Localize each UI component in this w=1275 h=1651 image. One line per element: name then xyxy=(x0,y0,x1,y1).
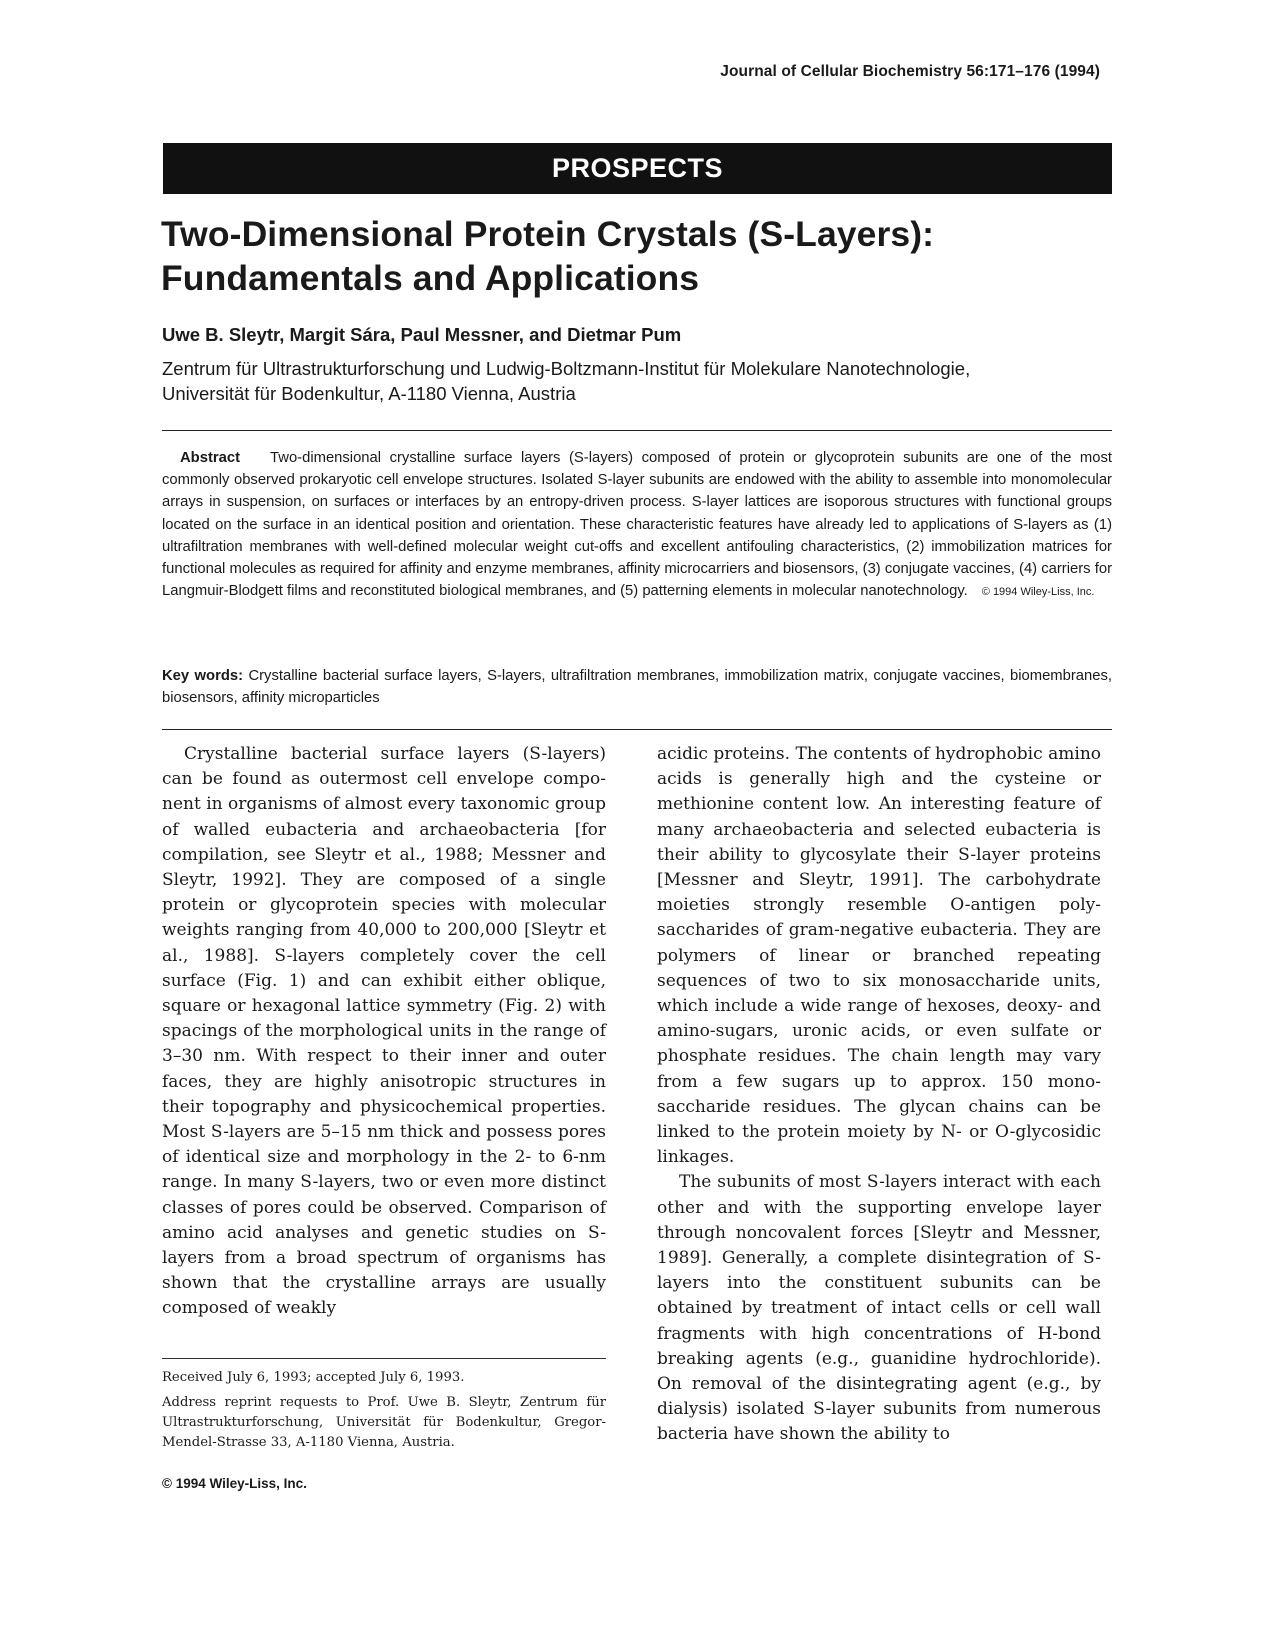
body-column-right xyxy=(657,742,1101,1448)
author-list: Uwe B. Sleytr, Margit Sára, Paul Messner, and Dietmar Pum xyxy=(162,324,682,345)
body-paragraph-continued: acidic proteins. The contents of hydrophobic amino acids is generally high and the cysteine or methionine content low. An interesting feature of many archaeobacteria and selected eubacteria is their ability to glycosylate their S-layer proteins [Messner and Sleytr, 1991]. The carbohydrate moieties strongly resemble O-antigen polysaccharides of gram-negative eubacteria. They are polymers of linear or branched repeating sequences of two to six monosaccharide units, which include a wide range of hexoses, deoxy- and amino-sugars, uronic acids, or even sulfate or phosphate residues. The chain length may vary from a few sugars up to approx. 150 monosaccharide residues. The glycan chains can be linked to the protein moiety by N- or O-glycosidic linkages. xyxy=(657,744,1101,1168)
body-column-left xyxy=(162,742,606,1322)
abstract-label: Abstract xyxy=(180,450,241,466)
body-paragraph: The subunits of most S-layers interact with each other and with the supporting envelope layer through noncovalent forces [Sleytr and Messner, 1989]. Generally, a complete disintegration of S-layers into the constituent subunits can be obtained by treatment of intact cells or cell wall fragments with high concentrations of H-bond breaking agents (e.g., guanidine hydrochloride). On removal of the disintegrating agent (e.g., by dialysis) isolated S-layer subunits from numerous bacteria have shown the ability to xyxy=(657,1172,1101,1445)
received-date-note: Received July 6, 1993; accepted July 6, 1993. xyxy=(162,1370,465,1385)
section-banner xyxy=(163,143,1112,194)
affiliation-line1: Zentrum für Ultrastrukturforschung und Ludwig-Boltzmann-Institut für Molekulare Nanotechnologie, xyxy=(162,358,971,379)
abstract-copyright: © 1994 Wiley-Liss, Inc. xyxy=(981,586,1095,599)
journal-citation: Journal of Cellular Biochemistry 56:171–176 (1994) xyxy=(720,63,1100,80)
abstract-block xyxy=(162,447,1112,603)
footer-copyright: © 1994 Wiley-Liss, Inc. xyxy=(162,1476,307,1491)
abstract-top-divider xyxy=(162,430,1112,431)
article-title-line2: Fundamentals and Applications xyxy=(161,258,700,298)
abstract-text: Two-dimensional crystalline surface layers (S-layers) composed of protein or glycoprotein subunits are one of the most commonly observed prokaryotic cell envelope structures. Isolated S-layer subunits are endowed with the ability to assemble into monomolecular arrays in suspension, on surfaces or interfaces by an entropy-driven process. S-layer lattices are isoporous structures with functional groups located on the surface in an identical position and orientation. These characteristic features have already led to applications of S-layers as (1) ultrafiltration membranes with well-defined molecular weight cut-offs and excellent antifouling characteristics, (2) immobilization matrices for functional molecules as required for affinity and enzyme membranes, affinity microcarriers and biosensors, (3) conjugate vaccines, (4) carriers for Langmuir-Blodgett films and reconstituted biological membranes, and (5) patterning elements in molecular nanotechnology. xyxy=(162,450,1112,600)
section-label: PROSPECTS xyxy=(551,153,724,183)
article-title xyxy=(161,212,1121,300)
body-paragraph: Crystalline bacterial surface layers (S-layers) can be found as outermost cell envelope component in organisms of almost every taxonomic group of walled eubacteria and archaeobacteria [for compilation, see Sleytr et al., 1988; Messner and Sleytr, 1992]. They are composed of a single protein or glycoprotein species with molecular weights ranging from 40,000 to 200,000 [Sleytr et al., 1988]. S-layers completely cover the cell surface (Fig. 1) and can exhibit either oblique, square or hexagonal lattice symmetry (Fig. 2) with spacings of the morphological units in the range of 3–30 nm. With respect to their inner and outer faces, they are highly anisotropic structures in their topography and physicochemical properties. Most S-layers are 5–15 nm thick and possess pores of identical size and morphology in the 2- to 6-nm range. In many S-layers, two or even more distinct classes of pores could be observed. Comparison of amino acid analyses and genetic studies on S-layers from a broad spectrum of organisms has shown that the crystalline arrays are usually composed of weakly xyxy=(162,744,606,1319)
author-affiliation xyxy=(162,356,1122,406)
article-title-line1: Two-Dimensional Protein Crystals (S-Layers): xyxy=(161,214,935,254)
keywords-block xyxy=(162,665,1112,709)
reprint-address-note: Address reprint requests to Prof. Uwe B. Sleytr, Zentrum für Ultrastrukturforschung, Universität für Bodenkultur, Gregor-Mendel-Strasse 33, A-1180 Vienna, Austria. xyxy=(162,1395,606,1450)
abstract-bottom-divider xyxy=(162,729,1112,730)
keywords-label: Key words: xyxy=(162,668,244,684)
footnote-divider xyxy=(162,1358,606,1359)
affiliation-line2: Universität für Bodenkultur, A-1180 Vienna, Austria xyxy=(162,383,576,404)
keywords-text: Crystalline bacterial surface layers, S-layers, ultrafiltration membranes, immobilization matrix, conjugate vaccines, biomembranes, biosensors, affinity microparticles xyxy=(162,668,1112,707)
